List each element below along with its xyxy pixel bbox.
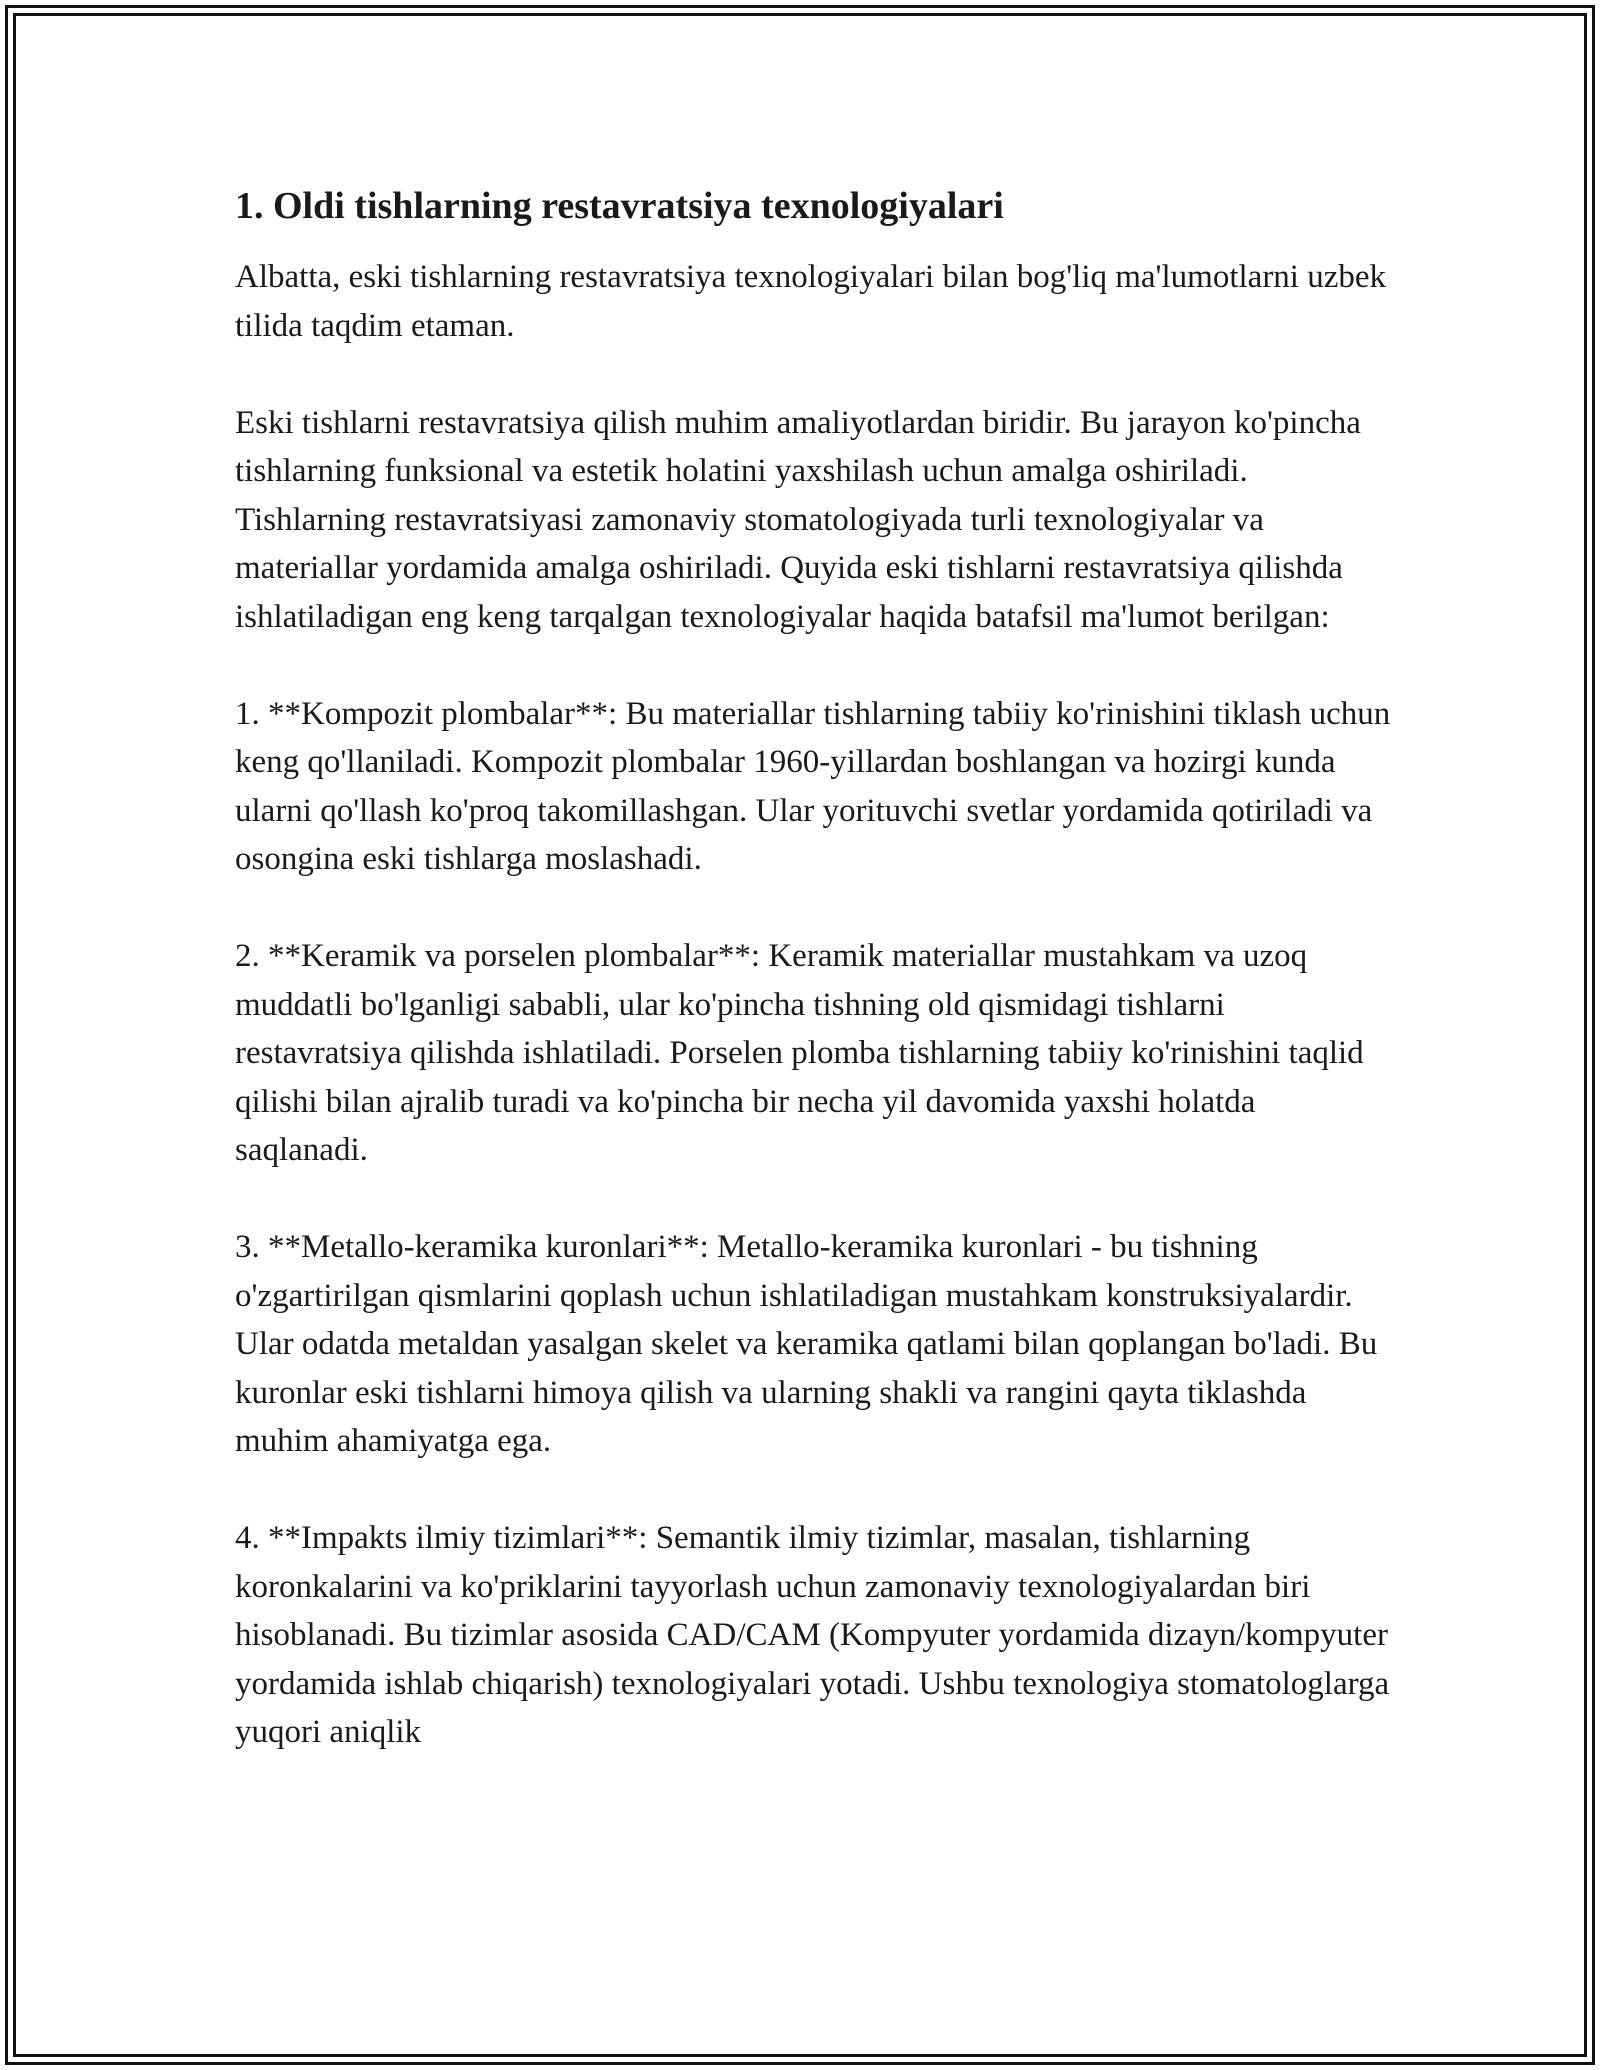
list-item-composite-fillings: 1. **Kompozit plombalar**: Bu materiallar tishlarning tabiiy ko'rinishini tiklash uchun keng qo'llaniladi. Kompozit plombalar 1960-yillardan boshlangan va hozirgi kunda ularni qo'llash ko'proq takomillashgan. Ular yorituvchi svetlar yordamida qotiriladi va osongina eski tishlarga moslashadi. xyxy=(235,695,1391,878)
document-title: 1. Oldi tishlarning restavratsiya texnologiyalari xyxy=(235,185,1004,227)
intro-paragraph: Albatta, eski tishlarning restavratsiya texnologiyalari bilan bog'liq ma'lumotlarni uzbek tilida taqdim etaman. xyxy=(235,259,1387,344)
list-item-ceramic-porcelain-fillings: 2. **Keramik va porselen plombalar**: Keramik materiallar mustahkam va uzoq muddatli bo'lganligi sababli, ular ko'pincha tishning old qismidagi tishlarni restavratsiya qilishda ishlatiladi. Porselen plomba tishlarning tabiiy ko'rinishini taqlid qilishi bilan ajralib turadi va ko'pincha bir necha yil davomida yaxshi holatda saqlanadi. xyxy=(235,938,1364,1169)
list-item-metal-ceramic-crowns: 3. **Metallo-keramika kuronlari**: Metallo-keramika kuronlari - bu tishning o'zgartirilgan qismlarini qoplash uchun ishlatiladigan mustahkam konstruksiyalardir. Ular odatda metaldan yasalgan skelet va keramika qatlami bilan qoplangan bo'ladi. Bu kuronlar eski tishlarni himoya qilish va ularning shakli va rangini qayta tiklashda muhim ahamiyatga ega. xyxy=(235,1229,1378,1460)
document-page xyxy=(235,182,1395,1805)
list-item-impakts-systems: 4. **Impakts ilmiy tizimlari**: Semantik ilmiy tizimlar, masalan, tishlarning koronkalarini va ko'priklarini tayyorlash uchun zamonaviy texnologiyalardan biri hisoblanadi. Bu tizimlar asosida CAD/CAM (Kompyuter yordamida dizayn/kompyuter yordamida ishlab chiqarish) texnologiyalari yotadi. Ushbu texnologiya stomatologlarga yuqori aniqlik xyxy=(235,1520,1390,1751)
overview-paragraph: Eski tishlarni restavratsiya qilish muhim amaliyotlardan biridir. Bu jarayon ko'pincha tishlarning funksional va estetik holatini yaxshilash uchun amalga oshiriladi. Tishlarning restavratsiyasi zamonaviy stomatologiyada turli texnologiyalar va materiallar yordamida amalga oshiriladi. Quyida eski tishlarni restavratsiya qilishda ishlatiladigan eng keng tarqalgan texnologiyalar haqida batafsil ma'lumot berilgan: xyxy=(235,404,1361,635)
